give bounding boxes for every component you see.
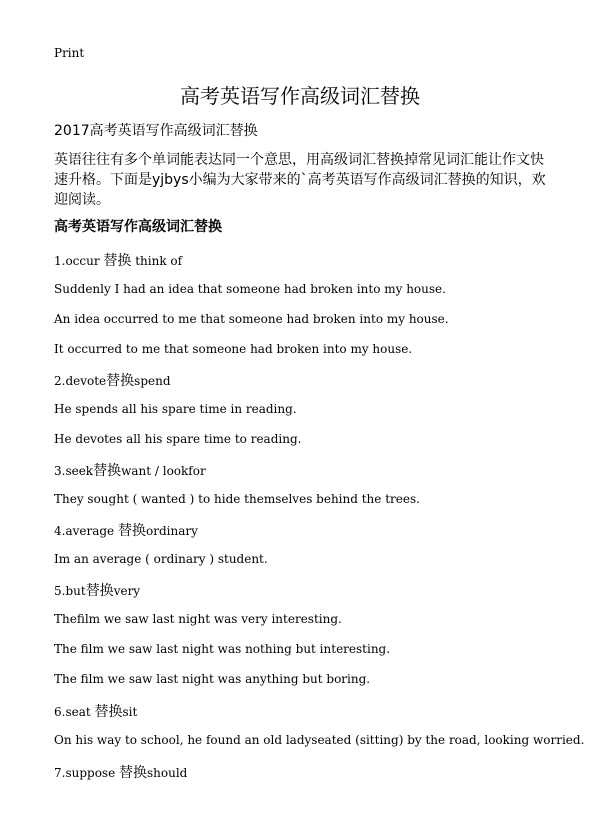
page-title: 高考英语写作高级词汇替换 (180, 84, 420, 108)
content-line: 4.average 替换ordinary (54, 523, 198, 539)
page-subtitle: 2017高考英语写作高级词汇替换 (54, 123, 258, 139)
content-line: Suddenly I had an idea that someone had broken into my house. (54, 282, 446, 296)
content-line: The film we saw last night was nothing but interesting. (54, 642, 391, 656)
content-line: 7.suppose 替换should (54, 765, 188, 781)
content-line: 6.seat 替换sit (54, 704, 138, 720)
content-line: 2.devote替换spend (54, 373, 171, 389)
content-line: He devotes all his spare time to reading. (54, 432, 302, 446)
content-line: 5.but替换very (54, 583, 141, 599)
content-line: On his way to school, he found an old ladyseated (sitting) by the road, looking worried. (54, 733, 585, 747)
content-line: 1.occur 替换 think of (54, 253, 183, 269)
content-line: They sought ( wanted ) to hide themselves behind the trees. (54, 492, 420, 506)
content-line: The film we saw last night was anything but boring. (54, 672, 371, 686)
intro-paragraph: 英语往往有多个单词能表达同一个意思，用高级词汇替换掉常见词汇能让作文快速升格。下面是yjbys小编为大家带来的`高考英语写作高级词汇替换的知识，欢迎阅读。 (54, 152, 546, 208)
content-line: An idea occurred to me that someone had broken into my house. (54, 312, 449, 326)
content-line: Thefilm we saw last night was very interesting. (54, 612, 342, 626)
content-line: Im an average ( ordinary ) student. (54, 552, 268, 566)
content-line: 3.seek替换want / lookfor (54, 463, 206, 479)
section-heading: 高考英语写作高级词汇替换 (54, 219, 222, 235)
content-line: He spends all his spare time in reading. (54, 402, 297, 416)
content-line: It occurred to me that someone had broken into my house. (54, 342, 413, 356)
print-label: Print (54, 46, 85, 60)
